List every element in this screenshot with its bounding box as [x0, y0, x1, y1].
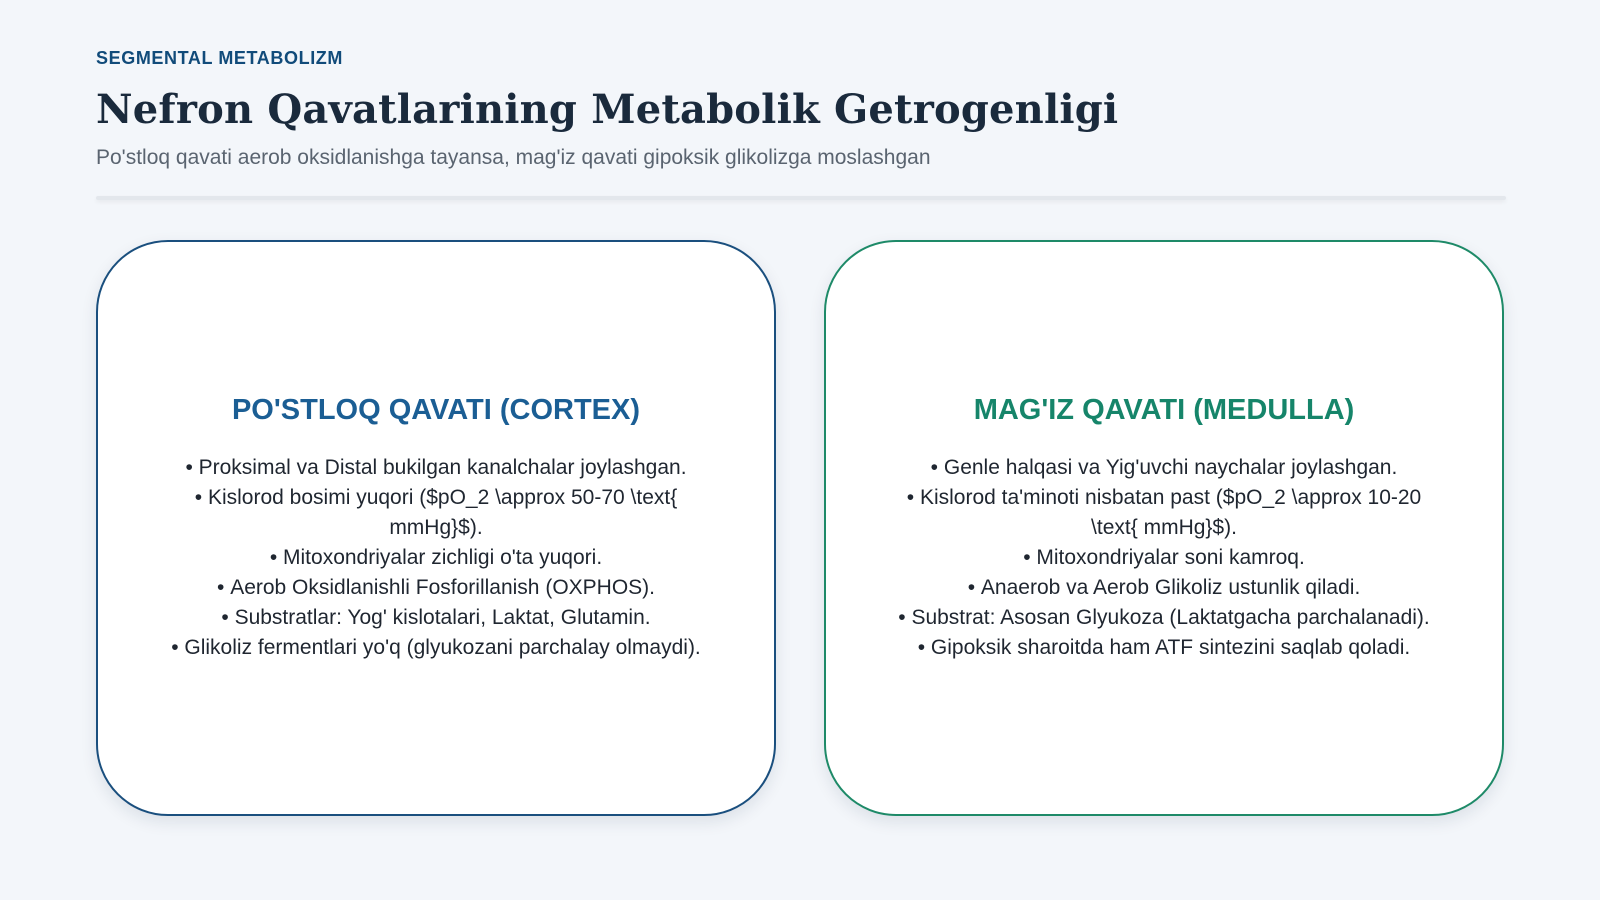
list-item: • Substrat: Asosan Glyukoza (Laktatgacha parchalanadi). [886, 603, 1442, 633]
page-subtitle: Po'stloq qavati aerob oksidlanishga tayansa, mag'iz qavati gipoksik glikolizga moslashgan [96, 146, 931, 169]
list-item: • Aerob Oksidlanishli Fosforillanish (OXPHOS). [158, 573, 714, 603]
list-item: • Mitoxondriyalar zichligi o'ta yuqori. [158, 543, 714, 573]
page-title: Nefron Qavatlarining Metabolik Getrogenligi [96, 86, 1119, 133]
list-item: • Substratlar: Yog' kislotalari, Laktat, Glutamin. [158, 603, 714, 633]
list-item: • Kislorod bosimi yuqori ($pO_2 \approx 50-70 \text{ mmHg}$). [158, 483, 714, 543]
list-item: • Genle halqasi va Yig'uvchi naychalar joylashgan. [886, 453, 1442, 483]
cortex-card [96, 240, 776, 816]
medulla-card [824, 240, 1504, 816]
cortex-card-title: PO'STLOQ QAVATI (CORTEX) [231, 393, 641, 426]
list-item: • Gipoksik sharoitda ham ATF sintezini saqlab qoladi. [886, 633, 1442, 663]
list-item: • Kislorod ta'minoti nisbatan past ($pO_2 \approx 10-20 \text{ mmHg}$). [886, 483, 1442, 543]
cortex-bullet-list [158, 453, 714, 663]
header-divider [96, 196, 1506, 200]
list-item: • Mitoxondriyalar soni kamroq. [886, 543, 1442, 573]
list-item: • Glikoliz fermentlari yo'q (glyukozani parchalay olmaydi). [158, 633, 714, 663]
medulla-card-title: MAG'IZ QAVATI (MEDULLA) [973, 393, 1355, 426]
list-item: • Proksimal va Distal bukilgan kanalchalar joylashgan. [158, 453, 714, 483]
list-item: • Anaerob va Aerob Glikoliz ustunlik qiladi. [886, 573, 1442, 603]
section-eyebrow: SEGMENTAL METABOLIZM [96, 48, 343, 68]
medulla-bullet-list [886, 453, 1442, 663]
